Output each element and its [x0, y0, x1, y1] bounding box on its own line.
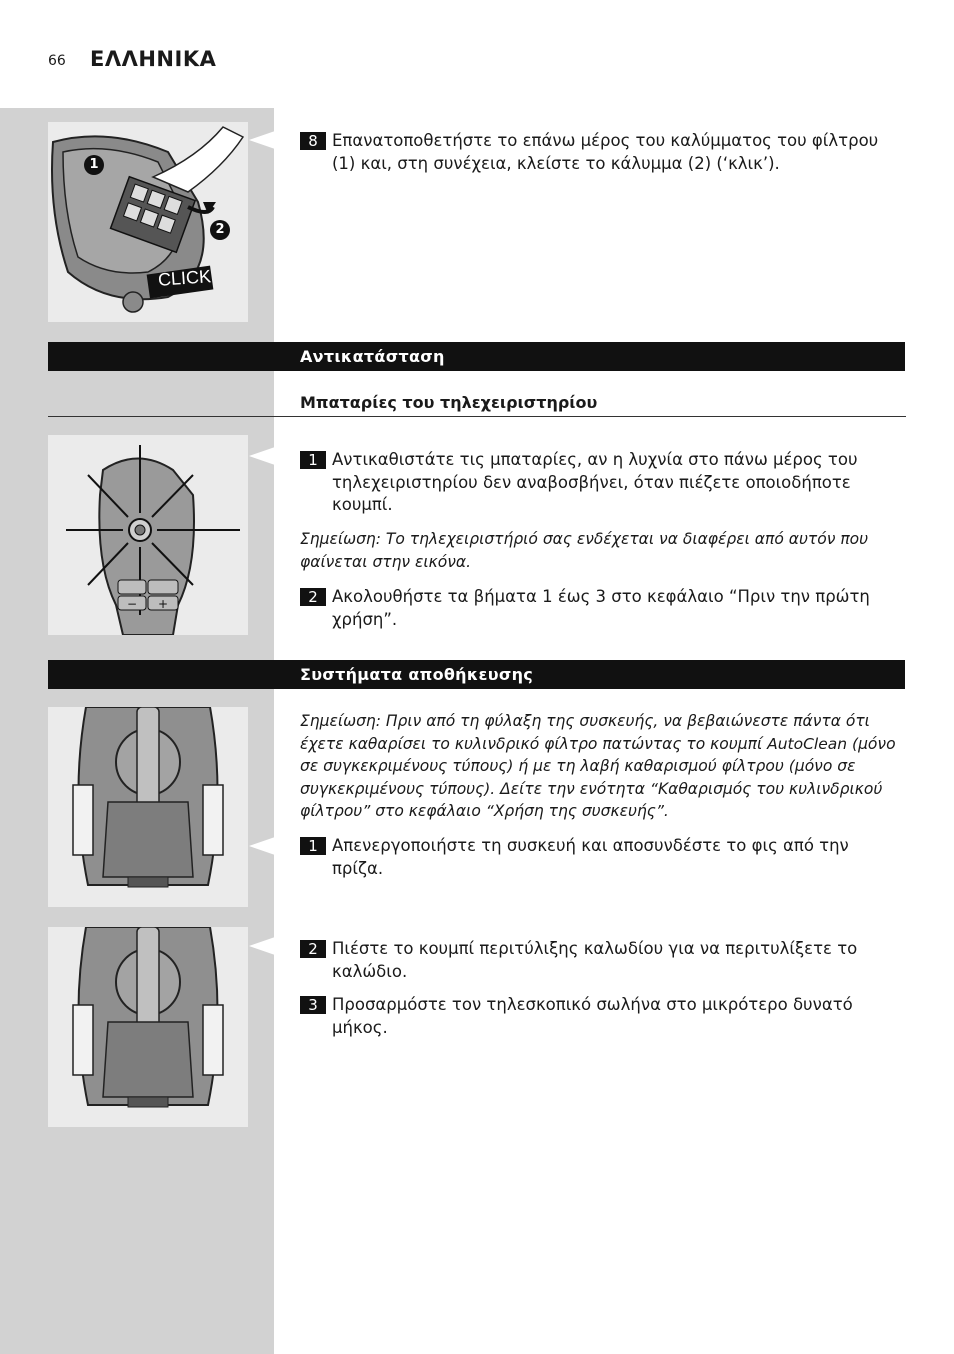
- step-text: Προσαρμόστε τον τηλεσκοπικό σωλήνα στο μικρότερο δυνατό μήκος.: [332, 995, 853, 1037]
- svg-text:−: −: [126, 597, 138, 611]
- step-3-storage: [300, 994, 900, 1039]
- figure-pointer: [249, 131, 275, 149]
- step-number: 2: [300, 588, 326, 606]
- step-number: 3: [300, 996, 326, 1014]
- step-text: Πιέστε το κουμπί περιτύλιξης καλωδίου για να περιτυλίξετε το καλώδιο.: [332, 939, 858, 981]
- svg-text:+: +: [157, 597, 169, 611]
- step-2-replacement: [300, 586, 900, 631]
- filter-cover-illustration: [48, 122, 248, 322]
- appliance-top-illustration: [48, 707, 248, 907]
- step-number: 1: [300, 451, 326, 469]
- callout-2-marker: 2: [210, 220, 230, 240]
- remote-control-illustration: [48, 435, 248, 635]
- note-remote: Σημείωση: Το τηλεχειριστήριό σας ενδέχεται να διαφέρει από αυτόν που φαίνεται στην εικόνα.: [300, 530, 869, 571]
- step-8: [300, 130, 900, 175]
- step-text: Απενεργοποιήστε τη συσκευή και αποσυνδέστε το φις από την πρίζα.: [332, 836, 849, 878]
- section-title: Συστήματα αποθήκευσης: [300, 665, 534, 684]
- section-title: Αντικατάσταση: [300, 347, 445, 366]
- cord-rewind-illustration: [48, 927, 248, 1127]
- click-label: CLICK: [157, 266, 212, 290]
- step-text: Αντικαθιστάτε τις μπαταρίες, αν η λυχνία στο πάνω μέρος του τηλεχειριστηρίου δεν αναβοσβήνει, όταν πιέζετε οποιοδήποτε κουμπί.: [332, 450, 858, 514]
- figure-pointer: [249, 837, 275, 855]
- step-number: 8: [300, 132, 326, 150]
- figure-pointer: [249, 447, 275, 465]
- step-2-storage: [300, 938, 900, 983]
- step-text: Ακολουθήστε τα βήματα 1 έως 3 στο κεφάλαιο “Πριν την πρώτη χρήση”.: [332, 587, 870, 629]
- step-number: 2: [300, 940, 326, 958]
- language-heading: ΕΛΛΗΝΙΚΑ: [90, 47, 217, 71]
- section-bar-replacement: [48, 342, 905, 371]
- divider-rule: [48, 416, 906, 417]
- note-storage: Σημείωση: Πριν από τη φύλαξη της συσκευής, να βεβαιώνεστε πάντα ότι έχετε καθαρίσει το κυλινδρικό φίλτρο πατώντας το κουμπί AutoClean (μόνο σε συγκεκριμένους τύπους) ή με τη λαβή καθαρισμού φίλτρου (μόνο σε συγκεκριμένους τύπους). Δείτε την ενότητα “Καθαρισμός του κυλινδρικού φίλτρου” στο κεφάλαιο “Χρήση της συσκευής”.: [300, 712, 896, 820]
- subheading-remote-batteries: Μπαταρίες του τηλεχειριστηρίου: [300, 393, 598, 412]
- page-number: 66: [48, 53, 66, 69]
- step-number: 1: [300, 837, 326, 855]
- callout-1-marker: 1: [84, 155, 104, 175]
- step-1-storage: [300, 835, 900, 880]
- figure-pointer: [249, 937, 275, 955]
- step-1-replacement: [300, 449, 900, 517]
- section-bar-storage: [48, 660, 905, 689]
- step-text: Επανατοποθετήστε το επάνω μέρος του καλύμματος του φίλτρου (1) και, στη συνέχεια, κλείστε το κάλυμμα (2) (‘κλικ’).: [332, 131, 879, 173]
